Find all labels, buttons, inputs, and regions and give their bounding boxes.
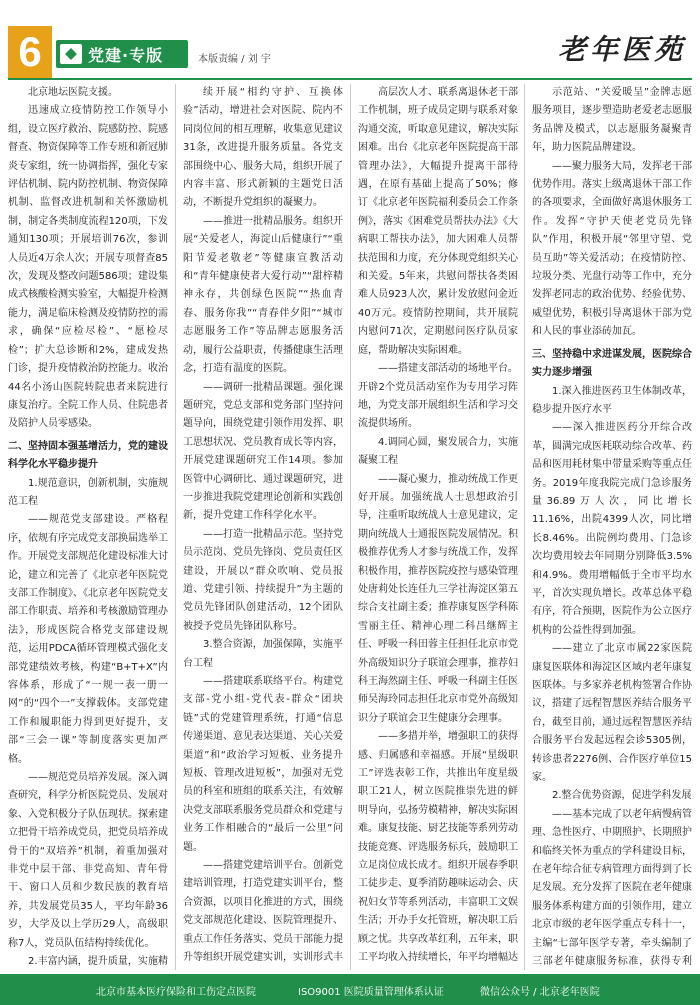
paragraph: 4.调同心圆，聚发展合力，实施凝聚工程 [358,436,518,467]
article-column-4 [532,84,692,970]
paragraph: ——推进一批精品服务。组织开展“关爱老人，海淀山后健康行”“重阳节爱老敬老”等健康宣教活动和“青年健康使者大爱行动”“甜梓精神永存，共创绿色医院”“热血青春、服务你我”“青春伴夕阳”“城市志愿服务工作”等品牌志愿服务活动，履行公益职责，传播健康生活理念，打造有温度的医院。 [183,215,343,375]
paragraph: ——规范党员培养发展。深入调查研究，科学分析医院党员、发展对象、入党积极分子队伍现状。探索建立把骨干培养成党员，把党员培养成骨干的“双培养”机制，着重加强对非党中层干部、非党高知、青年骨干、窗口人员和少数民族的教育培养，共发展党员35人，平均年龄36岁，大学及以上学历29人，高级职称7人，党员队伍结构持续优化。 [8,772,168,949]
paragraph: ——凝心聚力，推动统战工作更好开展。加强统战人士思想政治引导，注重听取统战人士意见建议，定期向统战人士通报医院发展情况。积极推荐优秀人才参与统战工作，发挥积极作用，推荐医院疫控与感染管理处唐莉处长连任九三学社海淀区第五综合支社副主委；推荐康复医学科陈雪丽主任、精神心理二科吕继辉主任、呼吸一科田蓉主任担任北京市党外高级知识分子联谊会理事，推荐妇科王海然副主任、呼吸一科副主任医师吴海玲同志担任北京市党外高级知识分子联谊会卫生健康分会理事。 [358,473,518,724]
paragraph: ——调研一批精品课题。强化课题研究，党总支部和党务部门坚持问题导向，围绕党建引领作用发挥、职工思想状况、党员教育成长等内容，开展党建课题研究工作14项。参加医管中心调研比、通过课题研究，进一步推进我院党建理论创新和实践创新，提升党建工作科学化水平。 [183,381,343,522]
page-number: 6 [8,26,52,78]
paragraph: ——聚力服务大局，发挥老干部优势作用。落实上级离退休干部工作的各项要求，全面做好离退休服务工作。发挥“守护天使老党员先锋队”作用，积极开展“邻里守望、党员互助”等关爱活动；在疫情防控、垃圾分类、光盘行动等工作中，充分发挥老同志的政治优势、经验优势、威望优势，积极引导离退休干部为党和人民的事业添砖加瓦。 [532,160,692,338]
page-header [0,0,700,80]
paragraph: 3.整合资源，加强保障，实施平台工程 [183,639,343,669]
editor-credit: 本版责编 / 刘 宇 [198,54,271,65]
paragraph: ——深入推进医药分开综合改革，圆满完成医耗联动综合改革、药品和医用耗材集中带量采购等重点任务。2019年度我院完成门急诊服务量36.89万人次，同比增长11.16%，出院4399人次，同比增长8.46%。出院例均费用、门急诊次均费用较去年同期分别降低3.5%和4.9%。费用增幅低于全市平均水平，首次实现负增长。改革总体平稳有序，符合预期，医院作为公立医疗机构的公益性得到加强。 [532,422,692,636]
paragraph: ——建立了北京市属22家医院康复医联体和海淀区区域内老年康复医联体。与多家养老机构签署合作协议，搭建了远程智慧医养结合服务平台，截至目前，通过远程智慧医养结合服务平台发起远程会诊5305例，转诊患者2276例、合作医疗单位15家。 [532,643,692,784]
paragraph: 2.整合优势资源，促进学科发展 [552,790,692,802]
paragraph: ——多措并举，增强职工的获得感、归属感和幸福感。开展“星级职工”评选表彰工作，共推出年度星级职工21人，树立医院推崇先进的鲜明导向，弘扬劳模精神，解决实际困难。康复技能、厨艺技能等系列劳动技能竞赛、评选服务标兵，鼓励职工立足岗位成长成才。组织开展春季职工徒步走、夏季消防趣味运动会、庆祝妇女节等系列活动，丰富职工文娱生活；开办手女托管班，解决职工后顾之忧。共享改革红利，五年来，职工平均收入持续增长，年平均增幅达 [358,731,518,964]
paragraph: 1.深入推进医药卫生体制改革，稳步提升医疗水平 [532,385,692,415]
paragraph: 续开展“相约守护、互换体验”活动，增进社会对医院、院内不同岗位间的相互理解，收集意见建议31条，改进提升服务质量。各党支部围绕中心、服务大局，组织开展了内容丰富、形式新颖的主题党日活动，不断提升党组织的凝聚力。 [183,87,343,209]
column-divider [175,84,176,970]
paragraph: 示范站、“关爱暖呈”金牌志愿服务项目，逐步塑造助老爱老志愿服务品牌及模式，以志愿服务凝聚青年，助力医院品牌建设。 [532,87,692,154]
footer-insurance-note: 北京市基本医疗保险和工伤定点医院 [96,987,256,998]
article-column-2 [183,84,343,970]
paragraph: ——规范党支部建设。严格程序，依规有序完成党支部换届选举工作。开展党支部规范化建设标准大讨论，建立和完善了《北京老年医院党支部工作制度》、《北京老年医院党支部工作职责、培养和考核激励管理办法》，形成医院合格党支部建设规范，运用PDCA循环管理模式强化支部党建绩效考核，构建“B+T+X”内容体系，形成了“一规一表一册一网”的“四个一”支撑载体。支部党建工作和履职能力得到更好提升，支部“三会一课”等制度落实更加严格。 [8,514,168,765]
column-divider [350,84,351,970]
paragraph: 迅速成立疫情防控工作领导小组，设立医疗救治、院感防控、院感督查、物资保障等工作专班和新冠肺炎专家组，统一协调指挥，强化专家评估机制、院内防控机制、物资保障机制、监督改进机制和关怀激励机制，制定各类制度流程120项，下发通知130项；开展培训76次，参训人员近4万余人次；开展专项督查85次，发现及整改问题586项；建设集成式核酸检测实验室，大幅提升检测能力，满足临床检测及疫情防控的需求，确保“应检尽检”、“愿检尽检”；扩大总诊断和2%，建成发热门诊，提升疫情救治防控能力。收治44名小汤山医院转院患者来院进行康复治疗。全院工作人员、住院患者及陪护人员零感染。 [8,105,168,430]
newspaper-brand-logo: 老年医苑 [557,33,686,66]
section-title: 党建·专版 [88,46,164,65]
paragraph: 2.丰富内涵，提升质量，实施精 [28,956,168,968]
paragraph: 高层次人才、联系离退休老干部工作机制，班子成员定期与联系对象沟通交流，听取意见建议，解决实际困难。出台《北京老年医院提高干部管理办法》，大幅提升提离干部待遇，在原有基础上提高了50%；修订《北京老年医院福利委员会工作条例》，落实《困难党员帮扶办法》《大病职工帮扶办法》，加大困难人员帮扶范围和力度，充分体现党组织关心和关爱。5年来，共慰问帮扶各类困难人员923人次，累计发放慰问金近40万元。疫情防控期间，共开展院内慰问71次，定期慰问医疗队员家庭，帮助解决实际困难。 [358,87,518,356]
paragraph: ——搭建支部活动的场地平台。开辟2个党员活动室作为专用学习阵地，为党支部开展组织生活和学习交流提供场所。 [358,363,518,430]
paragraph: 北京地坛医院支援。 [28,87,118,98]
paragraph: ——打造一批精品示范。坚持党员示范岗、党员先锋岗、党员责任区建设，开展以“群众吹响、党员报道、党建引领、持续提升”为主题的党员先锋团队创建活动，12个团队被授予党员先锋团队称号。 [183,528,343,632]
paragraph: ——搭建联系联络平台。构建党支部-党小组-党代表-群众“团块链”式的党建管理系统，打通“信息传递渠道、意见表达渠道、关心关爱渠道”和“政治学习短板、业务提升短板、管理改进短板”，加强对无党员的科室和班组的联系关注，有效解决党支部联系服务党员群众和党建与业务工作相融合的“最后一公里”问题。 [183,676,343,853]
article-column-3 [358,84,518,970]
header-rule [8,78,692,80]
party-logo-icon [60,44,82,64]
section-heading: 二、坚持固本强基增活力，党的建设科学化水平稳步提升 [8,440,168,471]
paragraph: 1.规范意识，创新机制，实施规范工程 [8,477,168,507]
footer-wechat-note: 微信公众号 / 北京老年医院 [480,987,600,998]
section-heading: 三、坚持稳中求进谋发展，医院综合实力逐步增强 [532,348,692,379]
footer-iso-note: ISO9001 医院质量管理体系认证 [298,987,444,998]
page-footer [0,974,700,1005]
column-divider [524,84,525,970]
paragraph: ——基本完成了以老年病慢病管理、急性医疗、中期照护、长期照护和临终关怀为重点的学科建设目标，在老年综合征专病管理方面得到了长足发展。充分发挥了医院在老年健康服务体系构建方面的引领作用，建立北京市级的老年医学重点专科十一，主编“七部年医学专著，牵头编制了三部老年健康服务标准，获得专利 [532,808,692,968]
article-column-1 [8,84,168,970]
paragraph: ——搭建党建培训平台。创新党建培训管理，打造党建实训平台，整合资源，以项目化推进的方式，围绕党支部规范化建设、医院管理提升、重点工作任务落实、党员干部能力提升等组织开展党建实训，实训形式丰 [183,860,343,964]
